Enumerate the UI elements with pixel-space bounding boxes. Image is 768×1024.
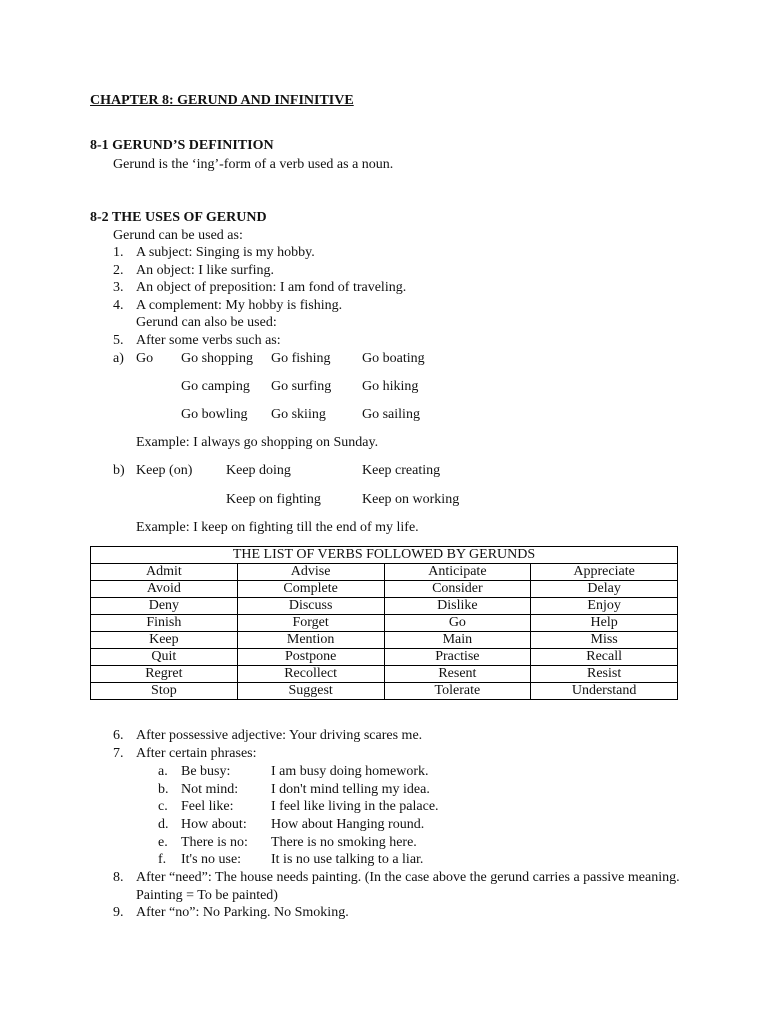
table-cell: Admit <box>91 564 238 581</box>
table-cell: Recollect <box>237 666 384 683</box>
table-cell: Understand <box>531 683 678 700</box>
list-item: After possessive adjective: Your driving scares me. <box>136 728 423 743</box>
phrase-example: There is no smoking here. <box>271 835 417 850</box>
table-cell: Main <box>384 632 531 649</box>
table-row <box>91 683 678 700</box>
table-cell: Finish <box>91 615 238 632</box>
table-cell: Stop <box>91 683 238 700</box>
keep-example: Keep doing <box>226 463 291 478</box>
table-cell: Deny <box>91 598 238 615</box>
table-cell: Dislike <box>384 598 531 615</box>
phrase-label: Feel like: <box>181 799 234 814</box>
table-cell: Enjoy <box>531 598 678 615</box>
phrase-letter: b. <box>158 782 169 797</box>
phrase-label: Be busy: <box>181 764 231 779</box>
list-item: A complement: My hobby is fishing. <box>136 298 343 313</box>
keep-example: Keep creating <box>362 463 441 478</box>
table-cell: Tolerate <box>384 683 531 700</box>
go-example: Go hiking <box>362 379 419 394</box>
table-cell: Suggest <box>237 683 384 700</box>
list-number: 3. <box>113 280 124 295</box>
table-cell: Consider <box>384 581 531 598</box>
go-example: Go fishing <box>271 351 331 366</box>
table-cell: Complete <box>237 581 384 598</box>
go-example: Go sailing <box>362 407 420 422</box>
list-number: 1. <box>113 245 124 260</box>
phrase-example: I feel like living in the palace. <box>271 799 439 814</box>
phrase-example: How about Hanging round. <box>271 817 425 832</box>
table-cell: Forget <box>237 615 384 632</box>
verb-go: Go <box>136 351 154 366</box>
also-text: Gerund can also be used: <box>136 315 277 330</box>
phrase-letter: c. <box>158 799 168 814</box>
list-number: 4. <box>113 298 124 313</box>
phrase-letter: d. <box>158 817 169 832</box>
table-cell: Go <box>384 615 531 632</box>
uses-intro: Gerund can be used as: <box>113 228 243 243</box>
table-cell: Appreciate <box>531 564 678 581</box>
list-item: An object of preposition: I am fond of traveling. <box>136 280 407 295</box>
table-row <box>91 564 678 581</box>
table-cell: Discuss <box>237 598 384 615</box>
table-row <box>91 666 678 683</box>
keep-example-sentence: Example: I keep on fighting till the end of my life. <box>136 520 419 535</box>
phrase-example: It is no use talking to a liar. <box>271 852 424 867</box>
table-cell: Anticipate <box>384 564 531 581</box>
list-item: After some verbs such as: <box>136 333 281 348</box>
list-number: 9. <box>113 905 124 920</box>
section-2-heading: 8-2 THE USES OF GERUND <box>90 210 267 225</box>
table-cell: Postpone <box>237 649 384 666</box>
table-cell: Mention <box>237 632 384 649</box>
table-row <box>91 615 678 632</box>
chapter-title: CHAPTER 8: GERUND AND INFINITIVE <box>90 93 354 108</box>
list-item: After “need”: The house needs painting. (In the case above the gerund carries a passive meaning. <box>136 870 680 885</box>
table-cell: Quit <box>91 649 238 666</box>
list-number: 8. <box>113 870 124 885</box>
list-item: A subject: Singing is my hobby. <box>136 245 315 260</box>
keep-example: Keep on working <box>362 492 460 507</box>
table-title: THE LIST OF VERBS FOLLOWED BY GERUNDS <box>91 547 678 564</box>
gerund-verbs-table <box>90 546 678 700</box>
phrase-letter: a. <box>158 764 168 779</box>
sub-label: b) <box>113 463 125 478</box>
phrase-label: Not mind: <box>181 782 239 797</box>
table-cell: Delay <box>531 581 678 598</box>
phrase-example: I am busy doing homework. <box>271 764 429 779</box>
go-example: Go bowling <box>181 407 248 422</box>
table-header-row <box>91 547 678 564</box>
go-example: Go shopping <box>181 351 253 366</box>
table-cell: Miss <box>531 632 678 649</box>
table-row <box>91 649 678 666</box>
table-cell: Resent <box>384 666 531 683</box>
definition-text: Gerund is the ‘ing’-form of a verb used as a noun. <box>113 157 394 172</box>
keep-example: Keep on fighting <box>226 492 321 507</box>
table-cell: Resist <box>531 666 678 683</box>
list-number: 5. <box>113 333 124 348</box>
table-row <box>91 632 678 649</box>
list-item: An object: I like surfing. <box>136 263 275 278</box>
list-number: 2. <box>113 263 124 278</box>
list-item: After certain phrases: <box>136 746 257 761</box>
table-row <box>91 581 678 598</box>
go-example: Go skiing <box>271 407 326 422</box>
go-example-sentence: Example: I always go shopping on Sunday. <box>136 435 379 450</box>
phrase-label: It's no use: <box>181 852 242 867</box>
list-item-continuation: Painting = To be painted) <box>136 888 278 903</box>
list-number: 7. <box>113 746 124 761</box>
table-cell: Regret <box>91 666 238 683</box>
go-example: Go surfing <box>271 379 332 394</box>
table-cell: Recall <box>531 649 678 666</box>
list-number: 6. <box>113 728 124 743</box>
phrase-label: How about: <box>181 817 247 832</box>
phrase-label: There is no: <box>181 835 248 850</box>
phrase-letter: e. <box>158 835 168 850</box>
list-item: After “no”: No Parking. No Smoking. <box>136 905 349 920</box>
go-example: Go camping <box>181 379 250 394</box>
table-cell: Keep <box>91 632 238 649</box>
table-row <box>91 598 678 615</box>
table-cell: Help <box>531 615 678 632</box>
phrase-example: I don't mind telling my idea. <box>271 782 430 797</box>
verb-keep: Keep (on) <box>136 463 193 478</box>
go-example: Go boating <box>362 351 425 366</box>
sub-label: a) <box>113 351 124 366</box>
table-cell: Practise <box>384 649 531 666</box>
table-cell: Avoid <box>91 581 238 598</box>
table-cell: Advise <box>237 564 384 581</box>
section-1-heading: 8-1 GERUND’S DEFINITION <box>90 138 274 153</box>
phrase-letter: f. <box>158 852 167 867</box>
